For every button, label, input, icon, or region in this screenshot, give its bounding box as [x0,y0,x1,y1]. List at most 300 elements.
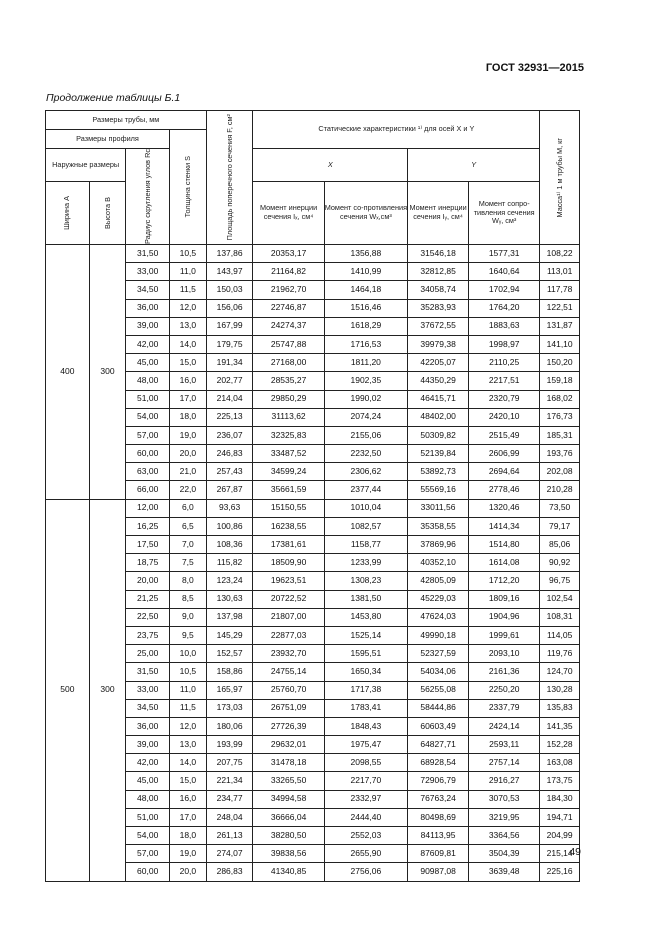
cell-inertia-y: 34058,74 [408,281,469,299]
cell-radius: 18,75 [126,554,170,572]
cell-radius: 36,00 [126,299,170,317]
cell-area: 202,77 [206,372,253,390]
cell-wall: 18,0 [170,827,207,845]
cell-mass: 122,51 [540,299,580,317]
cell-mass: 215,14 [540,845,580,863]
cell-wall: 18,0 [170,408,207,426]
header-mass: Масса¹⁾ 1 м трубы M, кг [540,111,580,245]
cell-mass: 168,02 [540,390,580,408]
cell-mass: 202,08 [540,463,580,481]
table-row [46,445,580,463]
cell-inertia-x: 16238,55 [253,517,324,535]
cell-area: 214,04 [206,390,253,408]
cell-inertia-y: 53892,73 [408,463,469,481]
cell-mass: 159,18 [540,372,580,390]
cell-mass: 225,16 [540,863,580,881]
cell-resistance-x: 2217,70 [324,772,407,790]
cell-resistance-x: 1811,20 [324,354,407,372]
cell-mass: 194,71 [540,808,580,826]
cell-radius: 48,00 [126,790,170,808]
cell-mass: 193,76 [540,445,580,463]
header-axis-y: Y [408,149,540,182]
cell-area: 137,86 [206,245,253,263]
cell-wall: 16,0 [170,790,207,808]
cell-inertia-y: 54034,06 [408,663,469,681]
cell-inertia-x: 26751,09 [253,699,324,717]
cell-radius: 63,00 [126,463,170,481]
table-row [46,845,580,863]
cell-inertia-y: 68928,54 [408,754,469,772]
cell-resistance-x: 1158,77 [324,536,407,554]
cell-area: 152,57 [206,645,253,663]
cell-resistance-y: 2593,11 [469,736,540,754]
table-row [46,390,580,408]
cell-radius: 57,00 [126,845,170,863]
table-row [46,608,580,626]
cell-wall: 11,0 [170,681,207,699]
cell-inertia-y: 47624,03 [408,608,469,626]
cell-radius: 12,00 [126,499,170,517]
cell-radius: 42,00 [126,335,170,353]
cell-inertia-x: 31478,18 [253,754,324,772]
cell-wall: 13,0 [170,317,207,335]
cell-inertia-y: 90987,08 [408,863,469,881]
cell-inertia-x: 35661,59 [253,481,324,499]
cell-radius: 60,00 [126,863,170,881]
table-row [46,772,580,790]
header-width-a: Ширина A [46,181,90,244]
cell-resistance-x: 1381,50 [324,590,407,608]
cell-area: 236,07 [206,426,253,444]
table-row [46,827,580,845]
cell-resistance-x: 2377,44 [324,481,407,499]
cell-inertia-x: 33487,52 [253,445,324,463]
cell-resistance-y: 2093,10 [469,645,540,663]
cell-mass: 90,92 [540,554,580,572]
cell-wall: 14,0 [170,754,207,772]
cell-resistance-y: 1640,64 [469,263,540,281]
cell-area: 115,82 [206,554,253,572]
cell-area: 100,86 [206,517,253,535]
cell-mass: 119,76 [540,645,580,663]
cell-wall: 20,0 [170,445,207,463]
cell-wall: 21,0 [170,463,207,481]
cell-area: 179,75 [206,335,253,353]
cell-resistance-x: 2444,40 [324,808,407,826]
cell-area: 274,07 [206,845,253,863]
cell-inertia-y: 33011,56 [408,499,469,517]
cell-inertia-x: 33265,50 [253,772,324,790]
cell-inertia-y: 55569,16 [408,481,469,499]
cell-resistance-x: 1453,80 [324,608,407,626]
cell-inertia-y: 44350,29 [408,372,469,390]
cell-resistance-y: 1614,08 [469,554,540,572]
cell-radius: 31,50 [126,663,170,681]
cell-inertia-x: 20353,17 [253,245,324,263]
header-radius: Радиус скругления углов Rc [126,149,170,245]
pipe-properties-table [45,110,580,882]
cell-area: 158,86 [206,663,253,681]
cell-inertia-x: 28535,27 [253,372,324,390]
cell-resistance-x: 2306,62 [324,463,407,481]
cell-resistance-y: 2337,79 [469,699,540,717]
cell-resistance-x: 2232,50 [324,445,407,463]
cell-radius: 25,00 [126,645,170,663]
cell-resistance-y: 1712,20 [469,572,540,590]
cell-area: 130,63 [206,590,253,608]
cell-resistance-x: 1716,53 [324,335,407,353]
cell-area: 137,98 [206,608,253,626]
cell-area: 173,03 [206,699,253,717]
header-profile-sizes: Размеры профиля [46,130,170,149]
cell-resistance-y: 1414,34 [469,517,540,535]
cell-area: 108,36 [206,536,253,554]
cell-inertia-y: 37672,55 [408,317,469,335]
table-row [46,790,580,808]
cell-resistance-y: 1883,63 [469,317,540,335]
cell-wall: 11,0 [170,263,207,281]
cell-inertia-y: 42805,09 [408,572,469,590]
cell-radius: 36,00 [126,717,170,735]
cell-mass: 184,30 [540,790,580,808]
cell-resistance-x: 1848,43 [324,717,407,735]
cell-radius: 60,00 [126,445,170,463]
cell-inertia-x: 38280,50 [253,827,324,845]
header-inertia-x: Момент инерции сечения Iₓ, см⁴ [253,181,324,244]
cell-mass: 108,22 [540,245,580,263]
cell-mass: 131,87 [540,317,580,335]
cell-wall: 11,5 [170,281,207,299]
cell-area: 150,03 [206,281,253,299]
cell-inertia-y: 35283,93 [408,299,469,317]
cell-inertia-x: 22877,03 [253,626,324,644]
cell-wall: 17,0 [170,808,207,826]
cell-wall: 7,5 [170,554,207,572]
cell-area: 191,34 [206,354,253,372]
page-number: 49 [569,846,581,858]
cell-radius: 20,00 [126,572,170,590]
cell-area: 167,99 [206,317,253,335]
cell-resistance-y: 2320,79 [469,390,540,408]
cell-inertia-y: 31546,18 [408,245,469,263]
cell-wall: 10,0 [170,645,207,663]
cell-mass: 152,28 [540,736,580,754]
cell-wall: 15,0 [170,354,207,372]
cell-inertia-x: 25747,88 [253,335,324,353]
cell-resistance-x: 2655,90 [324,845,407,863]
cell-area: 193,99 [206,736,253,754]
cell-radius: 23,75 [126,626,170,644]
cell-radius: 48,00 [126,372,170,390]
cell-resistance-x: 2074,24 [324,408,407,426]
cell-inertia-x: 36666,04 [253,808,324,826]
cell-wall: 15,0 [170,772,207,790]
table-row [46,681,580,699]
table-row [46,590,580,608]
table-row [46,335,580,353]
cell-wall: 16,0 [170,372,207,390]
cell-resistance-y: 3219,95 [469,808,540,826]
table-row [46,245,580,263]
cell-area: 207,75 [206,754,253,772]
header-resistance-x: Момент со-противления сечения Wₓ,см³ [324,181,407,244]
table-caption: Продолжение таблицы Б.1 [46,92,181,104]
cell-resistance-y: 2757,14 [469,754,540,772]
cell-radius: 54,00 [126,827,170,845]
cell-resistance-x: 1464,18 [324,281,407,299]
cell-mass: 210,28 [540,481,580,499]
cell-resistance-x: 2098,55 [324,754,407,772]
cell-radius: 45,00 [126,354,170,372]
cell-inertia-x: 27726,39 [253,717,324,735]
cell-width-a: 400 [46,245,90,500]
cell-resistance-y: 1809,16 [469,590,540,608]
cell-mass: 204,99 [540,827,580,845]
header-height-b: Высота B [89,181,126,244]
cell-inertia-x: 34994,58 [253,790,324,808]
cell-inertia-x: 23932,70 [253,645,324,663]
cell-wall: 22,0 [170,481,207,499]
cell-resistance-x: 1308,23 [324,572,407,590]
cell-mass: 117,78 [540,281,580,299]
table-row [46,372,580,390]
cell-inertia-y: 58444,86 [408,699,469,717]
cell-resistance-x: 2332,97 [324,790,407,808]
cell-radius: 17,50 [126,536,170,554]
cell-radius: 39,00 [126,736,170,754]
cell-radius: 42,00 [126,754,170,772]
cell-mass: 141,10 [540,335,580,353]
cell-resistance-y: 1514,80 [469,536,540,554]
cell-wall: 12,0 [170,717,207,735]
table-row [46,663,580,681]
cell-resistance-x: 1990,02 [324,390,407,408]
cell-area: 286,83 [206,863,253,881]
cell-resistance-x: 1233,99 [324,554,407,572]
cell-area: 248,04 [206,808,253,826]
cell-radius: 33,00 [126,263,170,281]
cell-radius: 33,00 [126,681,170,699]
cell-mass: 114,05 [540,626,580,644]
cell-inertia-y: 52327,59 [408,645,469,663]
table-row [46,499,580,517]
cell-area: 93,63 [206,499,253,517]
cell-radius: 54,00 [126,408,170,426]
cell-radius: 21,25 [126,590,170,608]
cell-mass: 173,75 [540,772,580,790]
cell-area: 246,83 [206,445,253,463]
cell-resistance-x: 1618,29 [324,317,407,335]
cell-inertia-y: 84113,95 [408,827,469,845]
cell-inertia-y: 87609,81 [408,845,469,863]
header-outer-sizes: Наружные размеры [46,149,126,182]
cell-inertia-x: 15150,55 [253,499,324,517]
cell-mass: 135,83 [540,699,580,717]
cell-inertia-y: 42205,07 [408,354,469,372]
cell-radius: 22,50 [126,608,170,626]
cell-resistance-y: 2694,64 [469,463,540,481]
cell-area: 180,06 [206,717,253,735]
header-inertia-y: Момент инерции сечения Iᵧ, см⁴ [408,181,469,244]
table-row [46,426,580,444]
cell-height-b: 300 [89,245,126,500]
cell-width-a: 500 [46,499,90,881]
table-body [46,245,580,882]
table-row [46,699,580,717]
cell-inertia-y: 76763,24 [408,790,469,808]
table-row [46,263,580,281]
table-row [46,863,580,881]
cell-resistance-x: 1717,38 [324,681,407,699]
cell-inertia-x: 19623,51 [253,572,324,590]
cell-mass: 96,75 [540,572,580,590]
cell-wall: 8,0 [170,572,207,590]
table-row [46,572,580,590]
cell-area: 145,29 [206,626,253,644]
cell-resistance-x: 1595,51 [324,645,407,663]
cell-mass: 73,50 [540,499,580,517]
document-standard-number: ГОСТ 32931—2015 [485,62,584,74]
cell-mass: 85,06 [540,536,580,554]
cell-inertia-x: 29850,29 [253,390,324,408]
cell-inertia-y: 64827,71 [408,736,469,754]
cell-inertia-x: 41340,85 [253,863,324,881]
cell-inertia-y: 46415,71 [408,390,469,408]
cell-area: 257,43 [206,463,253,481]
cell-inertia-y: 80498,69 [408,808,469,826]
cell-inertia-y: 37869,96 [408,536,469,554]
cell-resistance-x: 1975,47 [324,736,407,754]
cell-area: 225,13 [206,408,253,426]
cell-resistance-y: 1702,94 [469,281,540,299]
cell-resistance-y: 3364,56 [469,827,540,845]
table-row [46,281,580,299]
cell-area: 156,06 [206,299,253,317]
header-pipe-sizes: Размеры трубы, мм [46,111,207,130]
table-row [46,717,580,735]
cell-mass: 141,35 [540,717,580,735]
cell-mass: 130,28 [540,681,580,699]
cell-resistance-y: 2778,46 [469,481,540,499]
cell-resistance-y: 2161,36 [469,663,540,681]
cell-area: 234,77 [206,790,253,808]
cell-radius: 16,25 [126,517,170,535]
cell-resistance-x: 2155,06 [324,426,407,444]
table-row [46,408,580,426]
cell-area: 123,24 [206,572,253,590]
cell-resistance-y: 2916,27 [469,772,540,790]
cell-area: 261,13 [206,827,253,845]
table-row [46,736,580,754]
cell-inertia-y: 56255,08 [408,681,469,699]
cell-resistance-x: 1410,99 [324,263,407,281]
cell-resistance-y: 1320,46 [469,499,540,517]
table-row [46,626,580,644]
table-row [46,481,580,499]
cell-inertia-x: 21962,70 [253,281,324,299]
header-resistance-y: Момент сопро-тивления сечения Wᵧ, см³ [469,181,540,244]
table-row [46,645,580,663]
cell-resistance-y: 1764,20 [469,299,540,317]
cell-radius: 66,00 [126,481,170,499]
cell-inertia-x: 24274,37 [253,317,324,335]
cell-inertia-y: 40352,10 [408,554,469,572]
table-row [46,299,580,317]
cell-radius: 31,50 [126,245,170,263]
cell-area: 221,34 [206,772,253,790]
cell-area: 143,97 [206,263,253,281]
cell-inertia-y: 39979,38 [408,335,469,353]
cell-wall: 10,5 [170,245,207,263]
cell-resistance-x: 1525,14 [324,626,407,644]
cell-wall: 6,0 [170,499,207,517]
header-static-characteristics: Статические характеристики ¹⁾ для осей X и Y [253,111,540,149]
cell-wall: 11,5 [170,699,207,717]
cell-inertia-y: 35358,55 [408,517,469,535]
cell-wall: 7,0 [170,536,207,554]
cell-mass: 185,31 [540,426,580,444]
cell-inertia-y: 45229,03 [408,590,469,608]
table-row [46,754,580,772]
cell-mass: 176,73 [540,408,580,426]
header-axis-x: X [253,149,408,182]
cell-inertia-y: 48402,00 [408,408,469,426]
cell-resistance-y: 1904,96 [469,608,540,626]
cell-radius: 51,00 [126,808,170,826]
cell-inertia-x: 22746,87 [253,299,324,317]
cell-inertia-y: 60603,49 [408,717,469,735]
cell-resistance-x: 2756,06 [324,863,407,881]
cell-resistance-x: 1902,35 [324,372,407,390]
cell-inertia-x: 34599,24 [253,463,324,481]
cell-inertia-y: 52139,84 [408,445,469,463]
cell-inertia-x: 20722,52 [253,590,324,608]
cell-wall: 19,0 [170,845,207,863]
table-row [46,536,580,554]
cell-resistance-x: 1783,41 [324,699,407,717]
cell-resistance-x: 1010,04 [324,499,407,517]
cell-resistance-y: 2420,10 [469,408,540,426]
cell-radius: 45,00 [126,772,170,790]
cell-inertia-x: 29632,01 [253,736,324,754]
cell-wall: 6,5 [170,517,207,535]
cell-wall: 19,0 [170,426,207,444]
cell-resistance-y: 3639,48 [469,863,540,881]
cell-mass: 102,54 [540,590,580,608]
cell-area: 267,87 [206,481,253,499]
cell-wall: 8,5 [170,590,207,608]
cell-resistance-y: 2217,51 [469,372,540,390]
cell-resistance-x: 1082,57 [324,517,407,535]
cell-radius: 57,00 [126,426,170,444]
cell-radius: 34,50 [126,281,170,299]
cell-inertia-x: 21807,00 [253,608,324,626]
cell-wall: 17,0 [170,390,207,408]
cell-inertia-x: 25760,70 [253,681,324,699]
cell-resistance-x: 1516,46 [324,299,407,317]
cell-resistance-y: 2606,99 [469,445,540,463]
cell-inertia-x: 32325,83 [253,426,324,444]
table-row [46,808,580,826]
table-row [46,554,580,572]
cell-mass: 150,20 [540,354,580,372]
table-row [46,317,580,335]
cell-resistance-y: 1999,61 [469,626,540,644]
cell-inertia-y: 49990,18 [408,626,469,644]
cell-wall: 9,0 [170,608,207,626]
cell-inertia-x: 39838,56 [253,845,324,863]
cell-resistance-x: 1650,34 [324,663,407,681]
